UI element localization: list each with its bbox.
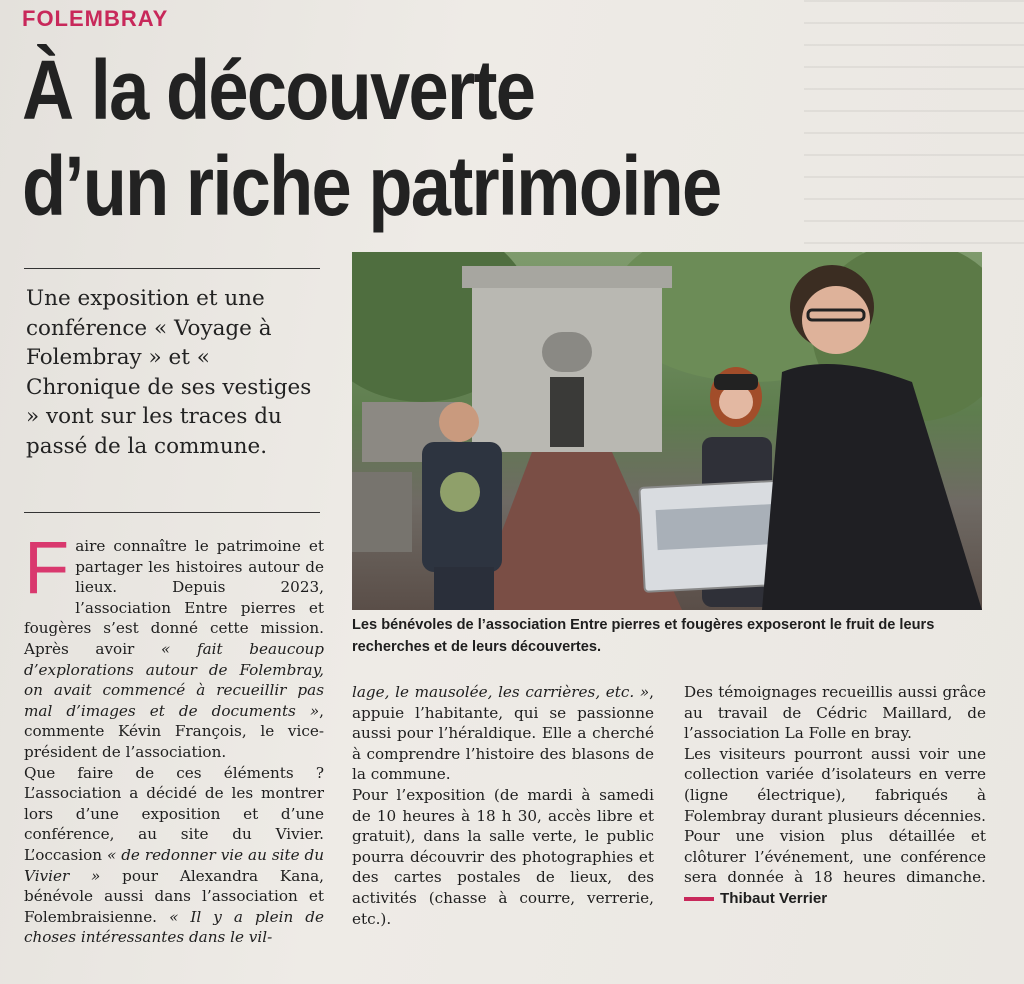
author-signature: Thibaut Verrier [720,889,828,907]
article-column-3 [684,682,986,910]
p2-text-start: Que faire de ces éléments ? L’association a décidé de les montrer lors d’une exposition et d’une conférence, au site du Vivier. L’occasion [24,763,324,864]
paragraph-6 [684,744,986,910]
paragraph-1 [24,526,324,763]
p1-text-start: aire connaître le patrimoine et partager les histoires autour de lieux. Depuis 2023, l’association Entre pierres et fougères s’est donné cette mission. Après avoir [24,537,324,658]
headline-line-2: d’un riche patrimoine [22,139,721,233]
c3-text: Les visiteurs pourront aussi voir une collection variée d’isolateurs en verre (ligne électrique), fabriqués à Folembray durant plusieurs décennies. Pour une vision plus détaillée et clôturer l’événement, une conférence sera donnée à 18 heures dimanche. [684,744,986,887]
c2-quote: lage, le mausolée, les carrières, etc. » [352,683,650,701]
p2-quote: « de redonner vie au site du Vivier » [24,845,324,885]
photo-caption: Les bénévoles de l’association Entre pierres et fougères exposeront le fruit de leurs recherches et de leurs découvertes. [352,617,935,655]
article-photo [352,252,982,610]
paragraph-3 [352,682,654,785]
headline-line-1: À la découverte [22,43,535,137]
article-column-2 [352,682,654,929]
chapo-top-rule [24,268,320,269]
kicker-location: FOLEMBRAY [22,6,169,31]
paragraph-5: Des témoignages recueillis aussi grâce au travail de Cédric Maillard, de l’association La Folle en bray. [684,683,986,743]
c2-text: , appuie l’habitante, qui se passionne aussi pour l’héraldique. Elle a cherché à comprendre l’histoire des blasons de la commune. [352,683,654,784]
author-marker-icon [684,897,714,901]
headline [22,42,865,234]
paragraph-2 [24,763,324,948]
paragraph-4: Pour l’exposition (de mardi à samedi de 10 heures à 18 h 30, accès libre et gratuit), dans la salle verte, le public pourra découvrir des photographies et des cartes postales de lieux, des activités (chasse à courre, verrerie, etc.). [352,785,654,928]
chapo-bottom-rule [24,512,320,513]
p1-quote: « fait beaucoup d’explorations autour de Folembray, on avait commencé à recueillir pas mal d’images et de documents » [24,639,324,720]
article-column-1 [24,526,324,948]
photo-illustration [352,252,982,610]
dropcap: F [24,526,70,609]
p2-text-mid: pour Alexandra Kana, bénévole aussi dans l’association et Folembraisienne. [24,866,324,926]
p1-text-end: , commente Kévin François, le vice-président de l’association. [24,701,324,761]
p2-quote-2: « Il y a plein de choses intéressantes dans le vil- [24,907,324,947]
chapo: Une exposition et une conférence « Voyage à Folembray » et « Chronique de ses vestiges » vont sur les traces du passé de la commune. [26,286,312,459]
